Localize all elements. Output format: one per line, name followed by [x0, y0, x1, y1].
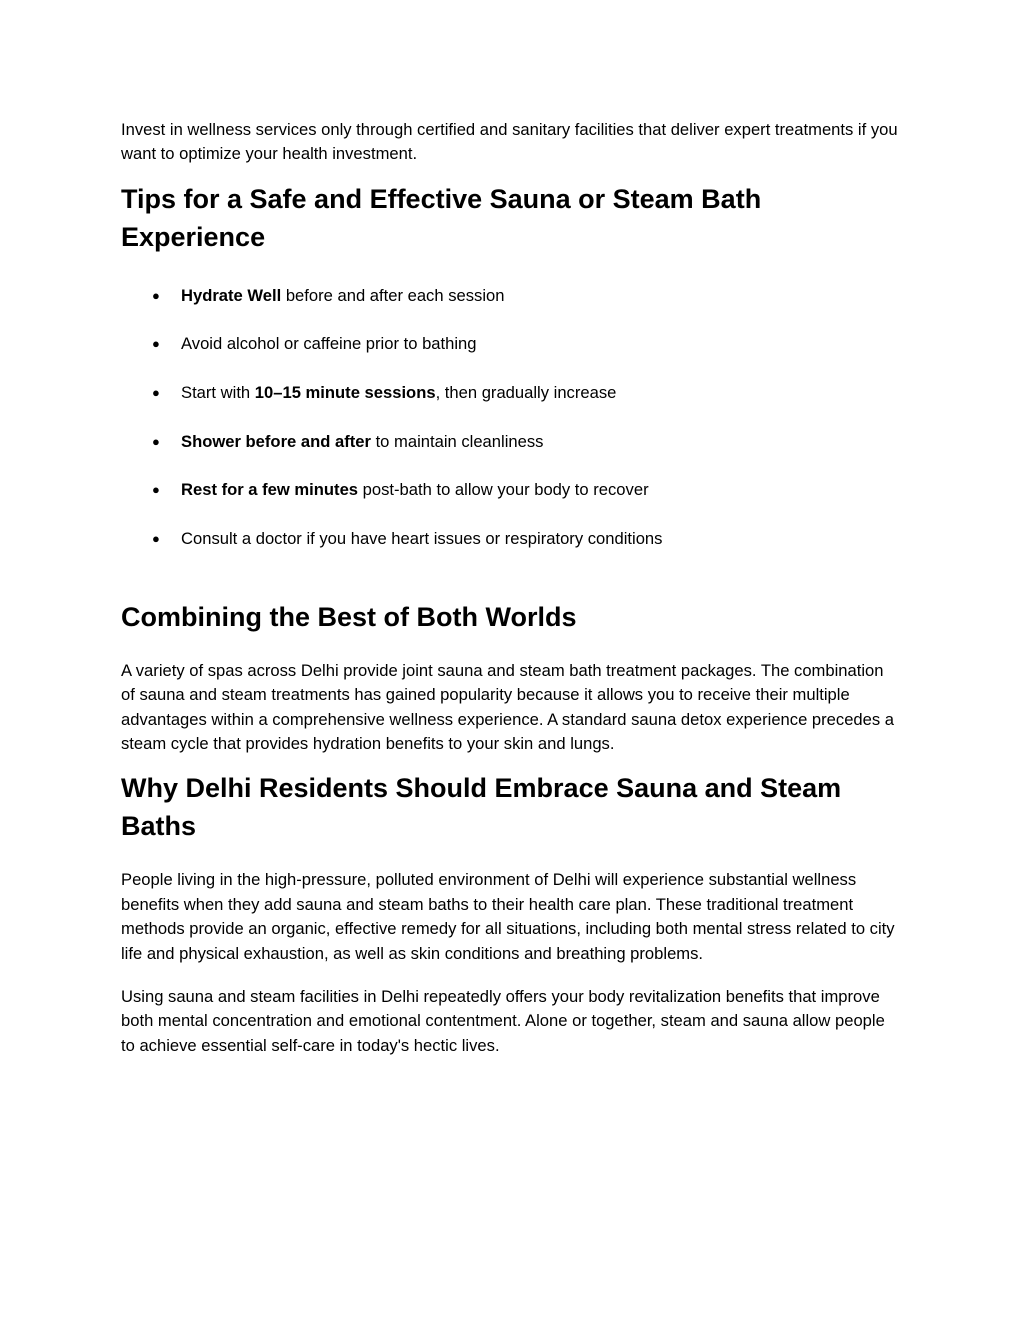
document-page [121, 118, 901, 1058]
tips-heading: Tips for a Safe and Effective Sauna or Steam Bath Experience [121, 183, 762, 252]
tip-text: Consult a doctor if you have heart issues or respiratory conditions [181, 528, 663, 548]
bullet-icon: ● [152, 385, 160, 400]
bullet-icon: ● [152, 287, 160, 303]
list-item [121, 478, 901, 502]
tip-text: post-bath to allow your body to recover [358, 480, 649, 500]
tip-text: to maintain cleanliness [370, 431, 544, 451]
combine-paragraph: A variety of spas across Delhi provide joint sauna and steam bath treatment packages. The combination of sauna and steam treatments has gained popularity because it allows you to receive their multiple advantages within a comprehensive wellness experience. A standard sauna detox experience precedes a steam cycle that provides hydration benefits to your skin and lungs. [121, 660, 895, 753]
tips-list [121, 284, 901, 551]
bullet-icon: ● [152, 530, 160, 546]
list-item [121, 332, 901, 356]
tip-text: Avoid alcohol or caffeine prior to bathing [181, 334, 477, 354]
tip-text: , then gradually increase [435, 383, 617, 402]
list-item [121, 527, 901, 551]
tip-text: before and after each session [281, 285, 505, 305]
bullet-icon: ● [152, 433, 160, 449]
tip-bold-text: Hydrate Well [181, 285, 282, 305]
tip-bold-text: Rest for a few minutes [181, 480, 359, 500]
intro-paragraph: Invest in wellness services only through certified and sanitary facilities that deliver expert treatments if you want to optimize your health investment. [121, 120, 898, 164]
why-heading: Why Delhi Residents Should Embrace Sauna and Steam Baths [121, 773, 842, 842]
tip-bold-text: Shower before and after [181, 431, 371, 451]
combine-heading: Combining the Best of Both Worlds [121, 601, 577, 632]
list-item [121, 430, 901, 454]
why-paragraph-2: Using sauna and steam facilities in Delhi repeatedly offers your body revitalization benefits that improve both mental concentration and emotional contentment. Alone or together, steam and sauna allow people to achieve essential self-care in today's hectic lives. [121, 987, 885, 1055]
tip-text: Start with [181, 383, 255, 402]
list-item [121, 284, 901, 308]
list-item [121, 381, 901, 405]
why-paragraph-1: People living in the high-pressure, polluted environment of Delhi will experience substantial wellness benefits when they add sauna and steam baths to their health care plan. These traditional treatment methods provide an organic, effective remedy for all situations, including both mental stress related to city life and physical exhaustion, as well as skin conditions and breathing problems. [121, 870, 895, 963]
bullet-icon: ● [152, 482, 160, 498]
bullet-icon: ● [152, 336, 160, 352]
tip-bold-text: 10–15 minute sessions [254, 383, 436, 402]
